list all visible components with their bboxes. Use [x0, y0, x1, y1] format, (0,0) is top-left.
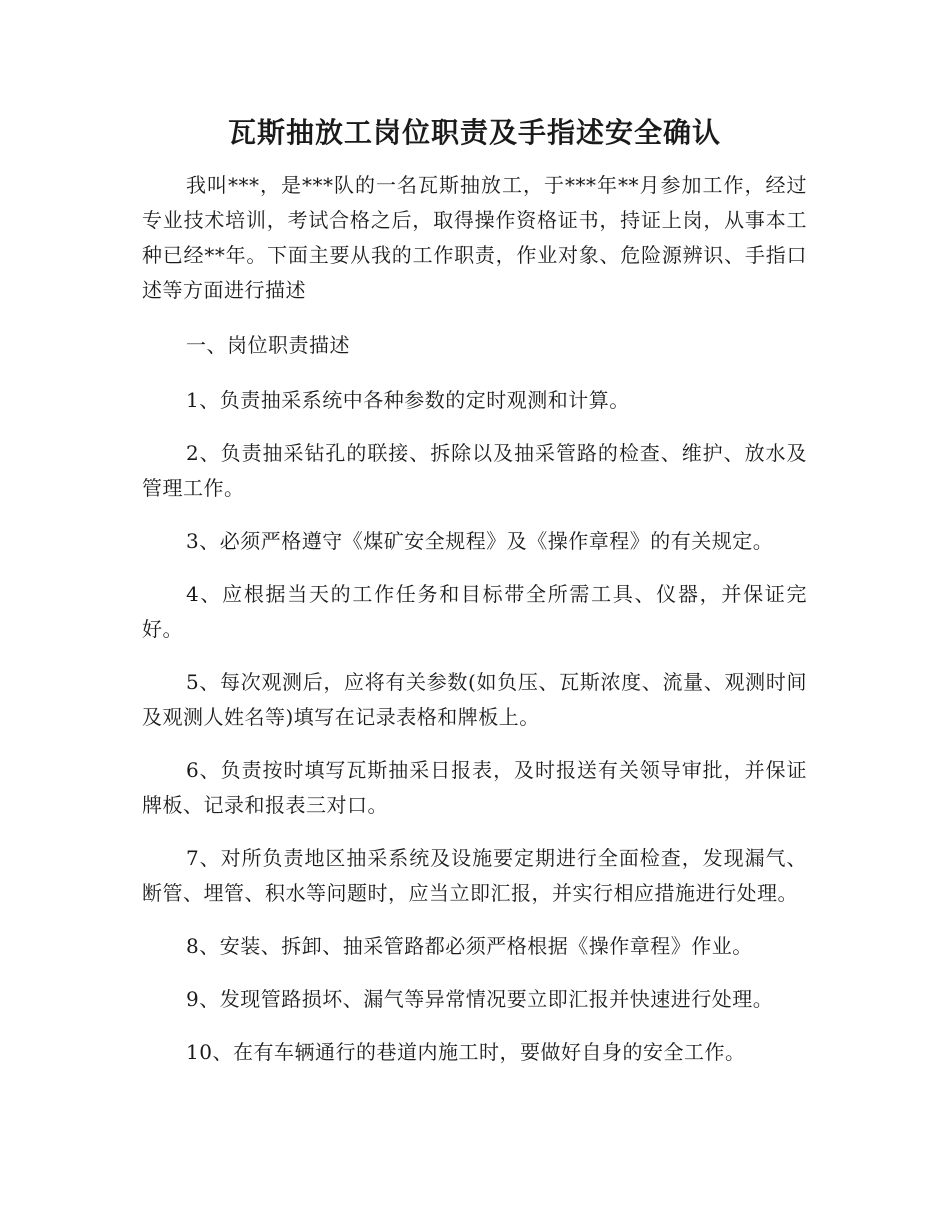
- duty-item-3: 3、必须严格遵守《煤矿安全规程》及《操作章程》的有关规定。: [186, 529, 774, 553]
- duty-item-4: 4、应根据当天的工作任务和目标带全所需工具、仪器，并保证完好。: [142, 582, 807, 641]
- document-title: 瓦斯抽放工岗位职责及手指述安全确认: [227, 116, 721, 149]
- duty-item-7: 7、对所负责地区抽采系统及设施要定期进行全面检查，发现漏气、断管、埋管、积水等问题时，应当立即汇报，并实行相应措施进行处理。: [142, 846, 807, 905]
- document-page: [142, 110, 807, 1088]
- duty-item-2: 2、负责抽采钻孔的联接、拆除以及抽采管路的检查、维护、放水及管理工作。: [142, 441, 807, 500]
- duty-item-5: 5、每次观测后，应将有关参数(如负压、瓦斯浓度、流量、观测时间及观测人姓名等)填写在记录表格和牌板上。: [142, 670, 807, 729]
- duty-item-6: 6、负责按时填写瓦斯抽采日报表，及时报送有关领导审批，并保证牌板、记录和报表三对口。: [142, 758, 807, 817]
- duty-item-8: 8、安装、拆卸、抽采管路都必须严格根据《操作章程》作业。: [186, 934, 753, 958]
- duty-item-9: 9、发现管路损坏、漏气等异常情况要立即汇报并快速进行处理。: [186, 987, 774, 1011]
- duty-item-1: 1、负责抽采系统中各种参数的定时观测和计算。: [186, 388, 630, 412]
- section-heading: 一、岗位职责描述: [186, 333, 350, 357]
- duty-item-10: 10、在有车辆通行的巷道内施工时，要做好自身的安全工作。: [186, 1040, 746, 1064]
- intro-paragraph: 我叫***，是***队的一名瓦斯抽放工，于***年**月参加工作，经过专业技术培训，考试合格之后，取得操作资格证书，持证上岗，从事本工种已经**年。下面主要从我的工作职责，作业对象、危险源辨识、手指口述等方面进行描述: [142, 173, 807, 302]
